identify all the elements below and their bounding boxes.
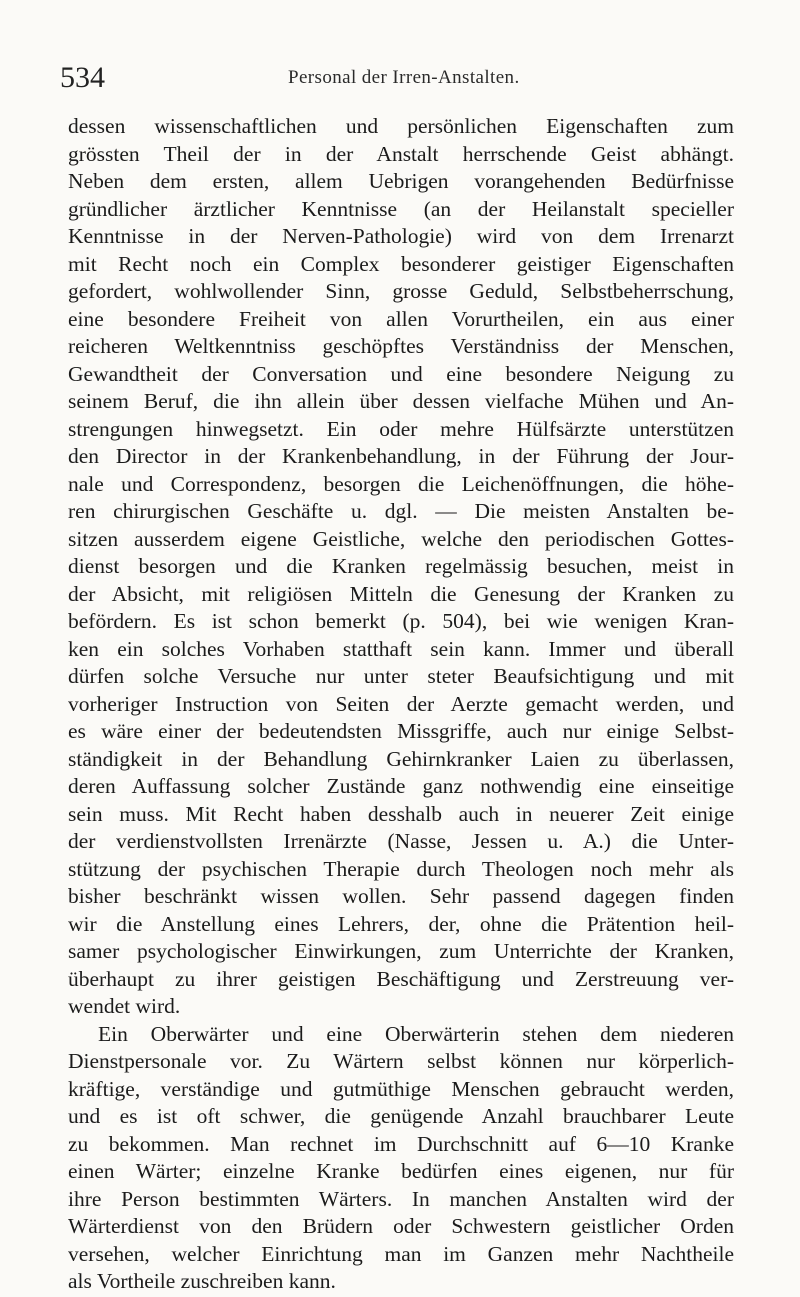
text-line: ihre Person bestimmten Wärters. In manchen Anstalten wird der (68, 1186, 734, 1211)
paragraph-end-line: als Vortheile zuschreiben kann. (68, 1269, 336, 1293)
text-line: vorheriger Instruction von Seiten der Aerzte gemacht werden, und (68, 691, 734, 716)
text-line: der verdienstvollsten Irrenärzte (Nasse, Jessen u. A.) die Unter- (68, 829, 734, 853)
text-line: stützung der psychischen Therapie durch Theologen noch mehr als (68, 856, 734, 881)
text-line: grössten Theil der in der Anstalt herrschende Geist abhängt. (68, 141, 734, 166)
text-line: strengungen hinwegsetzt. Ein oder mehre Hülfsärzte unterstützen (68, 416, 734, 441)
text-line: eine besondere Freiheit von allen Vorurtheilen, ein aus einer (68, 306, 734, 331)
text-line: dürfen solche Versuche nur unter steter Beaufsichtigung und mit (68, 664, 734, 688)
text-line: nale und Correspondenz, besorgen die Leichenöffnungen, die höhe- (68, 471, 734, 496)
text-line: es wäre einer der bedeutendsten Missgriffe, auch nur einige Selbst- (68, 719, 734, 743)
running-head-title: Personal der Irren-Anstalten. (288, 67, 520, 88)
text-line: gefordert, wohlwollender Sinn, grosse Geduld, Selbstbeherrschung, (68, 279, 734, 303)
text-line: versehen, welcher Einrichtung man im Ganzen mehr Nachtheile (68, 1241, 734, 1266)
text-line: Dienstpersonale vor. Zu Wärtern selbst können nur körperlich- (68, 1049, 734, 1073)
running-head (60, 58, 740, 98)
text-line: Wärterdienst von den Brüdern oder Schwestern geistlicher Orden (68, 1214, 734, 1238)
text-line: überhaupt zu ihrer geistigen Beschäftigung und Zerstreuung ver- (68, 966, 734, 991)
text-line: gründlicher ärztlicher Kenntnisse (an der Heilanstalt specieller (68, 196, 734, 221)
text-line: sitzen ausserdem eigene Geistliche, welche den periodischen Gottes- (68, 526, 734, 551)
text-line: samer psychologischer Einwirkungen, zum Unterrichte der Kranken, (68, 939, 734, 963)
text-line: und es ist oft schwer, die genügende Anzahl brauchbarer Leute (68, 1104, 734, 1128)
text-line: ren chirurgischen Geschäfte u. dgl. — Die meisten Anstalten be- (68, 499, 734, 523)
text-line: mit Recht noch ein Complex besonderer geistiger Eigenschaften (68, 251, 734, 276)
text-line: ken ein solches Vorhaben statthaft sein kann. Immer und überall (68, 636, 734, 661)
text-line: reicheren Weltkenntniss geschöpftes Verständniss der Menschen, (68, 334, 734, 358)
text-line: dienst besorgen und die Kranken regelmässig besuchen, meist in (68, 554, 734, 578)
text-line: sein muss. Mit Recht haben desshalb auch in neuerer Zeit einige (68, 801, 734, 826)
text-line: kräftige, verständige und gutmüthige Menschen gebraucht werden, (68, 1076, 734, 1101)
text-line: deren Auffassung solcher Zustände ganz nothwendig eine einseitige (68, 774, 734, 798)
text-line: der Absicht, mit religiösen Mitteln die Genesung der Kranken zu (68, 581, 734, 606)
text-line: seinem Beruf, die ihn allein über dessen vielfache Mühen und An- (68, 389, 734, 413)
text-line: wir die Anstellung eines Lehrers, der, ohne die Prätention heil- (68, 911, 734, 936)
text-line: Kenntnisse in der Nerven-Pathologie) wird von dem Irrenarzt (68, 224, 734, 248)
text-line: den Director in der Krankenbehandlung, in der Führung der Jour- (68, 444, 734, 468)
page-number: 534 (60, 61, 105, 94)
text-line: ständigkeit in der Behandlung Gehirnkranker Laien zu überlassen, (68, 746, 734, 771)
paragraph-start-line: Ein Oberwärter und eine Oberwärterin stehen dem niederen (98, 1021, 734, 1046)
text-line: einen Wärter; einzelne Kranke bedürfen eines eigenen, nur für (68, 1159, 734, 1183)
body-text (68, 113, 734, 1296)
paragraph-end-line: wendet wird. (68, 994, 181, 1018)
text-line: zu bekommen. Man rechnet im Durchschnitt auf 6—10 Kranke (68, 1131, 734, 1156)
text-line: dessen wissenschaftlichen und persönlichen Eigenschaften zum (68, 114, 734, 138)
text-line: Gewandtheit der Conversation und eine besondere Neigung zu (68, 361, 734, 386)
text-line: Neben dem ersten, allem Uebrigen vorangehenden Bedürfnisse (68, 169, 734, 193)
text-line: befördern. Es ist schon bemerkt (p. 504), bei wie wenigen Kran- (68, 609, 734, 633)
text-line: bisher beschränkt wissen wollen. Sehr passend dagegen finden (68, 884, 734, 908)
